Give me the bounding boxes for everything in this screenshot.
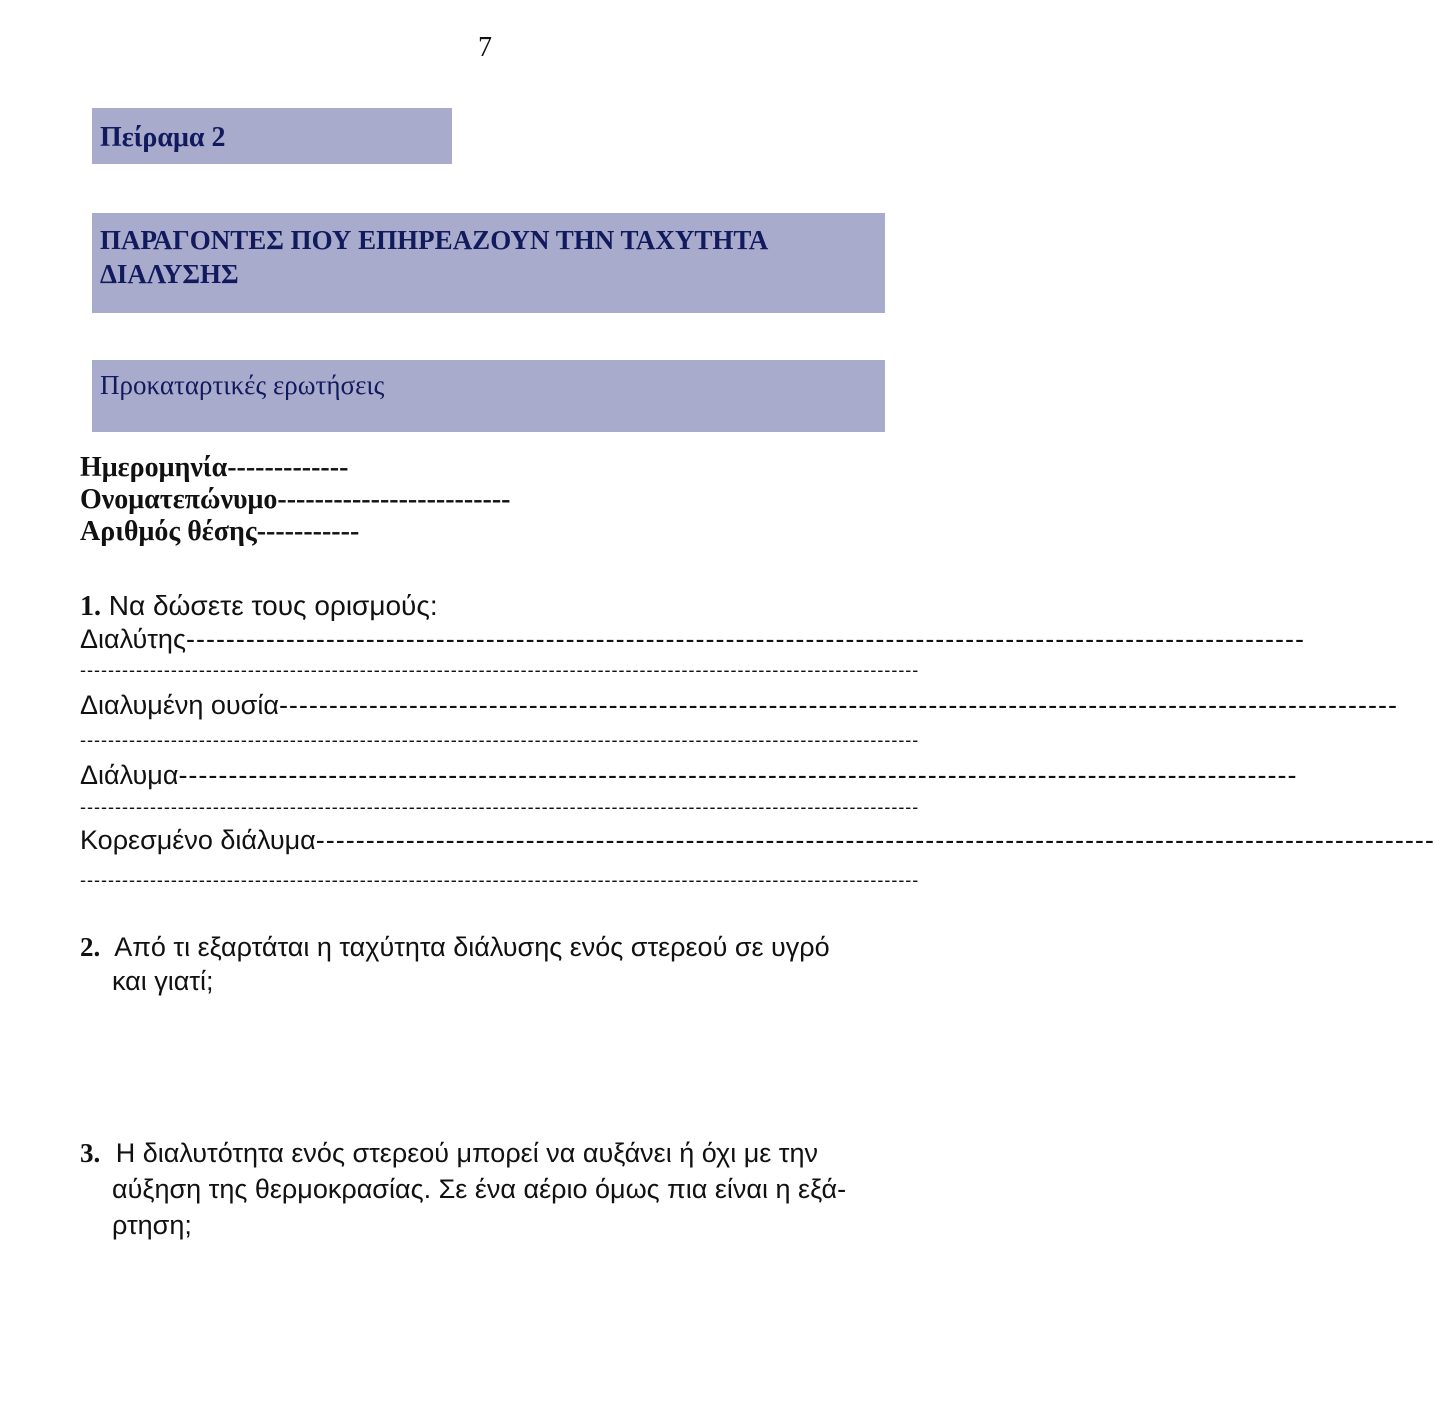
name-field: Ονοματεπώνυμο------------------------- [80, 484, 511, 515]
question-3-line-2: αύξηση της θερμοκρασίας. Σε ένα αέριο όμως πια είναι η εξά- [112, 1174, 847, 1204]
question-2-number: 2. [80, 932, 101, 962]
date-field: Ημερομηνία------------- [80, 452, 349, 483]
seat-number-field: Αριθμός θέσης----------- [80, 516, 360, 547]
term-saturated-solution [80, 825, 1435, 856]
question-1-text: Να δώσετε τους ορισμούς: [108, 590, 438, 621]
answer-line: ------------------------------------------------------------------------------------------------------------------------ [80, 660, 920, 680]
question-1-number: 1. [80, 591, 101, 622]
answer-line: ------------------------------------------------------------------------------------------------------------------------ [80, 730, 920, 750]
experiment-heading [92, 108, 452, 164]
term-solution [80, 760, 1298, 791]
experiment-label: Πείραμα 2 [100, 122, 226, 153]
answer-dashes: ---------------------------------------------------------------------------------------------------------------- [178, 760, 1298, 790]
answer-dashes: ---------------------------------------------------------------------------------------------------------------- [315, 825, 1435, 855]
answer-dashes: ---------------------------------------------------------------------------------------------------------------- [278, 690, 1398, 720]
question-3 [80, 1135, 880, 1243]
answer-line: ------------------------------------------------------------------------------------------------------------------------ [80, 797, 920, 817]
question-1 [80, 590, 438, 623]
question-3-line-3: ρτηση; [112, 1210, 192, 1240]
question-2 [80, 930, 880, 998]
question-2-line-2: και γιατί; [112, 966, 214, 996]
question-3-line-1: Η διαλυτότητα ενός στερεού μπορεί να αυξάνει ή όχι με την [115, 1138, 818, 1168]
question-3-number: 3. [80, 1138, 101, 1168]
term-label: Κορεσμένο διάλυμα [80, 825, 316, 855]
title-line-2: ΔΙΑΛΥΣΗΣ [100, 259, 239, 289]
preliminary-questions-label: Προκαταρτικές ερωτήσεις [100, 370, 385, 400]
term-label: Διαλυμένη ουσία [80, 690, 279, 720]
title-heading [92, 213, 885, 313]
term-solvent [80, 624, 1305, 655]
term-solute [80, 690, 1398, 721]
question-2-line-1: Από τι εξαρτάται η ταχύτητα διάλυσης ενός στερεού σε υγρό [114, 932, 830, 962]
preliminary-questions-heading [92, 360, 885, 432]
answer-line: ------------------------------------------------------------------------------------------------------------------------ [80, 870, 920, 890]
term-label: Διαλύτης [80, 624, 186, 654]
page-number: 7 [478, 32, 492, 63]
title-line-1: ΠΑΡΑΓΟΝΤΕΣ ΠΟΥ ΕΠΗΡΕΑΖΟΥΝ ΤΗΝ ΤΑΧΥΤΗΤΑ [100, 225, 769, 255]
answer-dashes: ---------------------------------------------------------------------------------------------------------------- [185, 624, 1305, 654]
term-label: Διάλυμα [80, 760, 179, 790]
